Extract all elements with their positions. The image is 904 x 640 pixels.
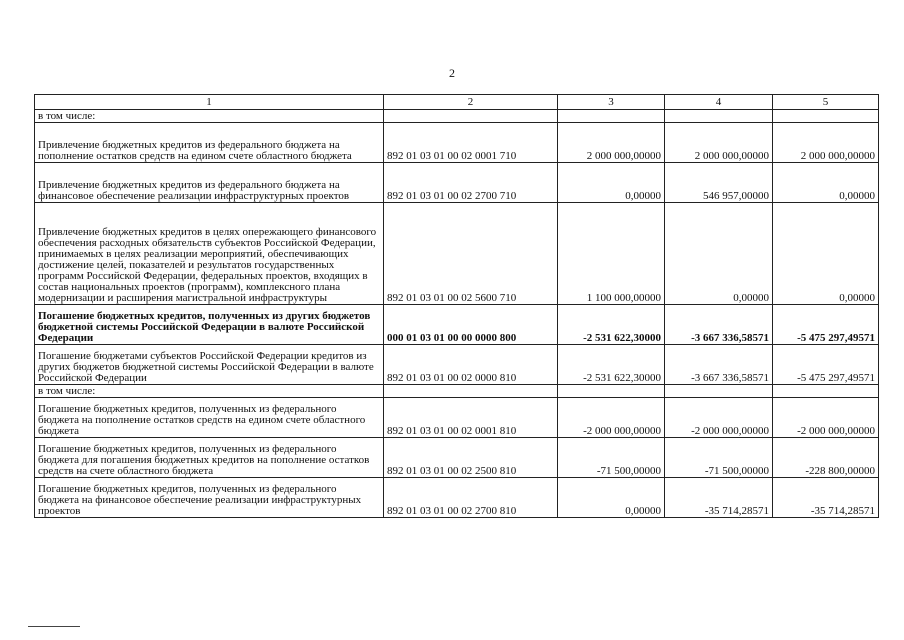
row-value-year2: -3 667 336,58571 <box>665 305 773 345</box>
row-code: 892 01 03 01 00 02 0001 810 <box>384 398 558 438</box>
row-code: 892 01 03 01 00 02 0000 810 <box>384 345 558 385</box>
row-code <box>384 385 558 398</box>
table-row <box>35 110 879 123</box>
table-row <box>35 203 879 305</box>
page-number: 2 <box>449 66 455 80</box>
row-description: Привлечение бюджетных кредитов из федерального бюджета на пополнение остатков средств на едином счете областного бюджета <box>35 123 384 163</box>
row-value-year1: 1 100 000,00000 <box>558 203 665 305</box>
table-row <box>35 123 879 163</box>
row-code: 000 01 03 01 00 00 0000 800 <box>384 305 558 345</box>
row-value-year3: -2 000 000,00000 <box>773 398 879 438</box>
budget-sources-table <box>34 94 879 518</box>
row-code: 892 01 03 01 00 02 2700 810 <box>384 478 558 518</box>
table-header-row <box>35 95 879 110</box>
table-row <box>35 398 879 438</box>
header-col-1: 1 <box>35 95 384 110</box>
row-value-year2: 0,00000 <box>665 203 773 305</box>
row-value-year3 <box>773 385 879 398</box>
row-value-year3: 0,00000 <box>773 163 879 203</box>
row-description: Погашение бюджетных кредитов, полученных из федерального бюджета на пополнение остатков средств на едином счете областного бюджета <box>35 398 384 438</box>
row-code: 892 01 03 01 00 02 0001 710 <box>384 123 558 163</box>
table-row <box>35 438 879 478</box>
row-value-year2 <box>665 385 773 398</box>
row-description: Привлечение бюджетных кредитов в целях опережающего финансового обеспечения расходных обязательств субъектов Российской Федерации, принимаемых в целях реализации мероприятий, обеспечивающих достижение целей, показателей и результатов государственных программ Российской Федерации, федеральных проектов, входящих в состав национальных проектов (программ), комплексного плана модернизации и расширения магистральной инфраструктуры <box>35 203 384 305</box>
row-value-year3: 0,00000 <box>773 203 879 305</box>
row-description: Погашение бюджетами субъектов Российской Федерации кредитов из других бюджетов бюджетной системы Российской Федерации в валюте Российской Федерации <box>35 345 384 385</box>
row-description: в том числе: <box>35 385 384 398</box>
table-row <box>35 385 879 398</box>
header-col-2: 2 <box>384 95 558 110</box>
footer-rule <box>28 626 80 627</box>
row-value-year2: 2 000 000,00000 <box>665 123 773 163</box>
row-code: 892 01 03 01 00 02 2700 710 <box>384 163 558 203</box>
row-value-year1: 2 000 000,00000 <box>558 123 665 163</box>
table-row <box>35 478 879 518</box>
row-value-year1: 0,00000 <box>558 163 665 203</box>
row-value-year3: -5 475 297,49571 <box>773 305 879 345</box>
table-row-total <box>35 305 879 345</box>
row-value-year2: -35 714,28571 <box>665 478 773 518</box>
row-description: Погашение бюджетных кредитов, полученных из других бюджетов бюджетной системы Российской Федерации в валюте Российской Федерации <box>35 305 384 345</box>
table-row <box>35 163 879 203</box>
row-description: в том числе: <box>35 110 384 123</box>
row-value-year1: 0,00000 <box>558 478 665 518</box>
row-value-year3: -5 475 297,49571 <box>773 345 879 385</box>
row-value-year3: -35 714,28571 <box>773 478 879 518</box>
row-code <box>384 110 558 123</box>
row-value-year3: 2 000 000,00000 <box>773 123 879 163</box>
row-value-year2 <box>665 110 773 123</box>
row-description: Привлечение бюджетных кредитов из федерального бюджета на финансовое обеспечение реализации инфраструктурных проектов <box>35 163 384 203</box>
row-code: 892 01 03 01 00 02 5600 710 <box>384 203 558 305</box>
row-value-year1: -2 000 000,00000 <box>558 398 665 438</box>
row-value-year3: -228 800,00000 <box>773 438 879 478</box>
row-value-year1 <box>558 110 665 123</box>
row-value-year3 <box>773 110 879 123</box>
header-col-5: 5 <box>773 95 879 110</box>
row-value-year1 <box>558 385 665 398</box>
row-value-year1: -71 500,00000 <box>558 438 665 478</box>
header-col-3: 3 <box>558 95 665 110</box>
row-value-year2: -3 667 336,58571 <box>665 345 773 385</box>
row-description: Погашение бюджетных кредитов, полученных из федерального бюджета для погашения бюджетных кредитов на пополнение остатков средств на счете областного бюджета <box>35 438 384 478</box>
row-value-year1: -2 531 622,30000 <box>558 345 665 385</box>
row-value-year1: -2 531 622,30000 <box>558 305 665 345</box>
row-code: 892 01 03 01 00 02 2500 810 <box>384 438 558 478</box>
row-value-year2: 546 957,00000 <box>665 163 773 203</box>
row-value-year2: -2 000 000,00000 <box>665 398 773 438</box>
row-value-year2: -71 500,00000 <box>665 438 773 478</box>
row-description: Погашение бюджетных кредитов, полученных из федерального бюджета на финансовое обеспечение реализации инфраструктурных проектов <box>35 478 384 518</box>
table-row <box>35 345 879 385</box>
header-col-4: 4 <box>665 95 773 110</box>
